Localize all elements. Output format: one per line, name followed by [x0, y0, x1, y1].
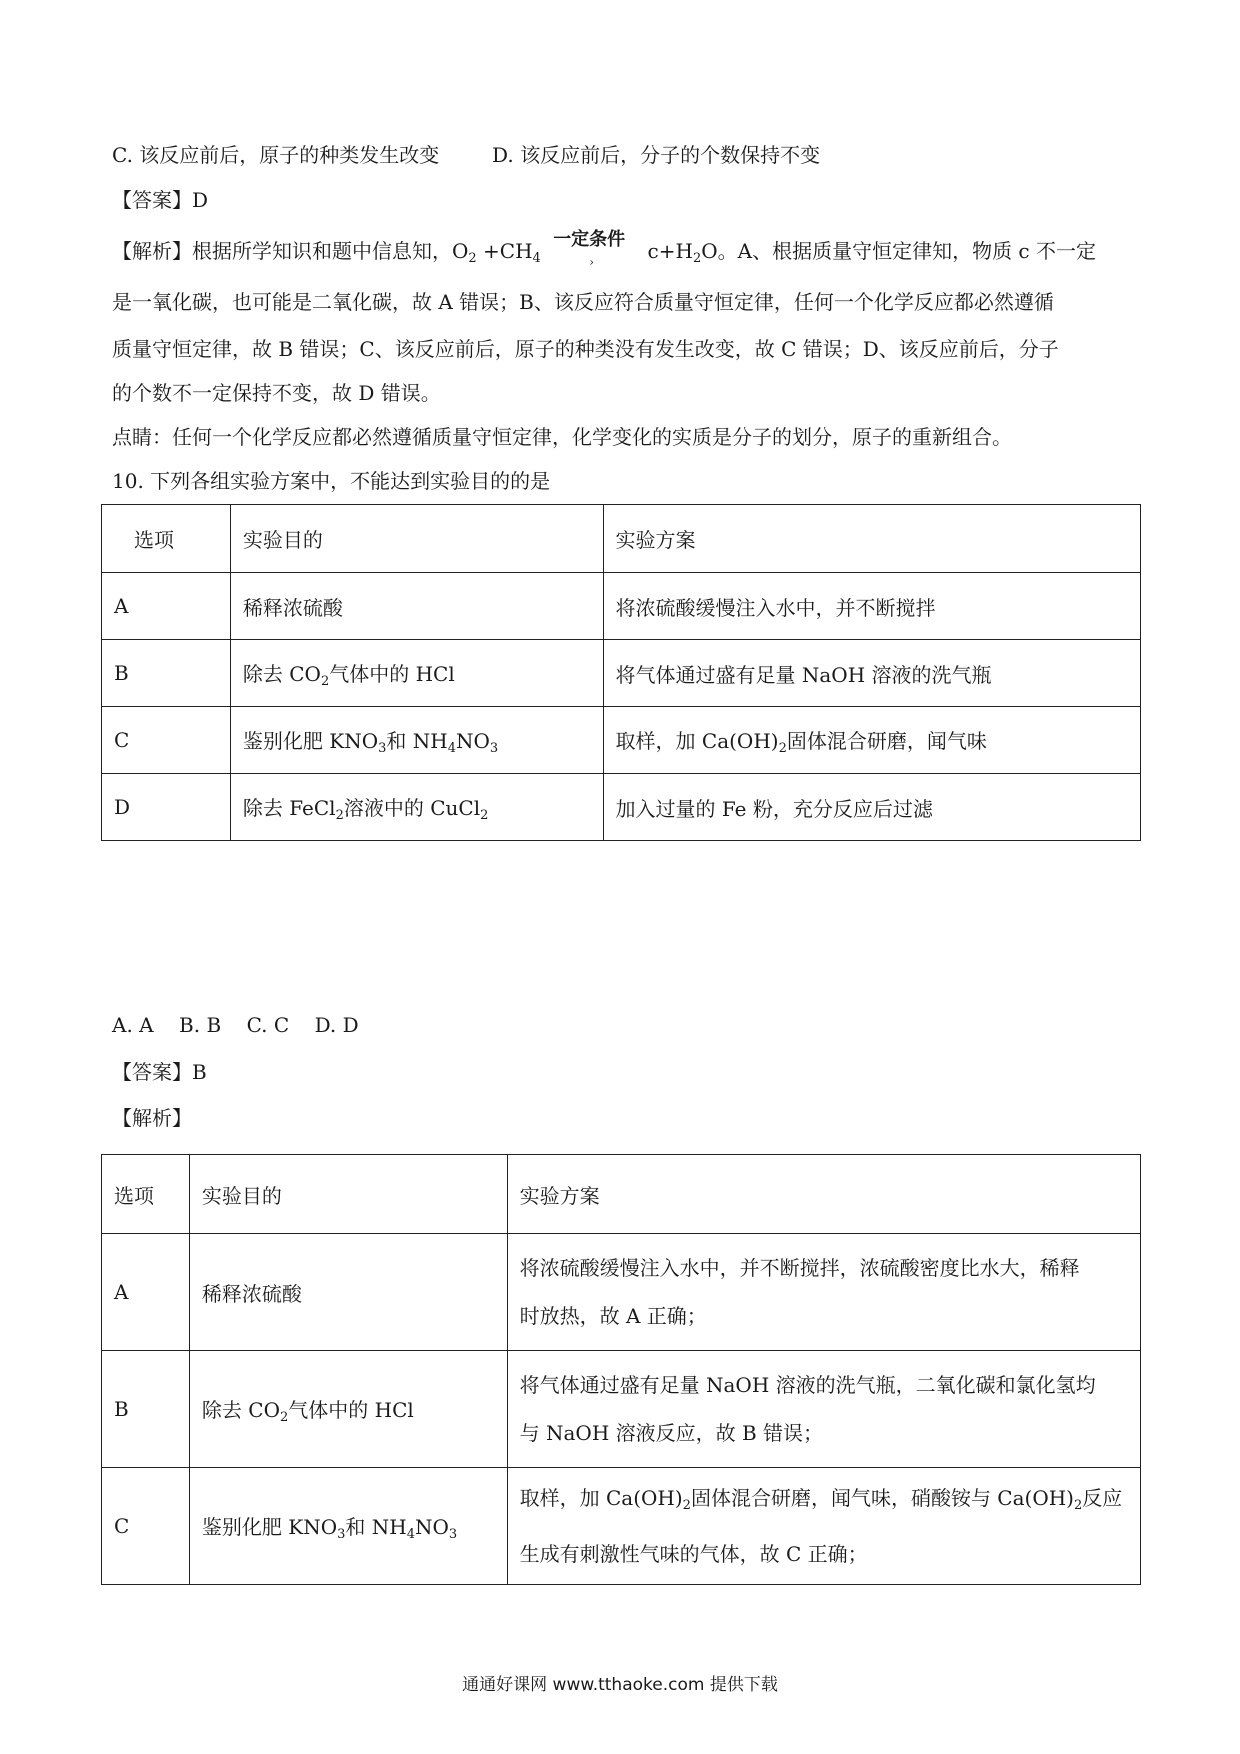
header-option: 选项: [102, 505, 231, 573]
page-footer: 通通好课网 www.tthaoke.com 提供下载: [462, 1675, 778, 1695]
analysis-line-2: 是一氧化碳，也可能是二氧化碳，故 A 错误；B、该反应符合质量守恒定律，任何一个化学反应都必然遵循: [112, 290, 1054, 314]
option-d: D. 该反应前后，分子的个数保持不变: [492, 143, 821, 167]
table-row: C 鉴别化肥 $KNO_3$和 $NH_4NO_3$ 取样，加 $Ca(OH)_2$固体混合研磨，闻气味: [102, 707, 1141, 774]
reaction-condition: 一定条件 ›: [553, 229, 626, 269]
table-row: C 鉴别化肥 $KNO_3$和 $NH_4NO_3$ 取样，加 $Ca(OH)_2$固体混合研磨，闻气味，硝酸铵与 $Ca(OH)_2$反应 生成有刺激性气味的气体，故 C 正确；: [102, 1468, 1141, 1585]
answer-9: 【答案】D: [112, 188, 209, 212]
option-line-cd: [112, 145, 820, 165]
table-row: B 除去 $CO_2$气体中的 HCl 将气体通过盛有足量 NaOH 溶液的洗气瓶，二氧化碳和氯化氢均 与 NaOH 溶液反应，故 B 错误；: [102, 1351, 1141, 1468]
analysis-line-4: 的个数不一定保持不变，故 D 错误。: [112, 381, 441, 405]
answer-10: 【答案】B: [112, 1060, 207, 1084]
analysis-line-3: 质量守恒定律，故 B 错误；C、该反应前后，原子的种类没有发生改变，故 C 错误；D、该反应前后，分子: [112, 337, 1059, 361]
header-plan: 实验方案: [507, 1155, 1140, 1234]
table-row: D 除去 FeCl$_2$溶液中的 CuCl$_2$ 加入过量的 Fe 粉，充分反应后过滤: [102, 774, 1141, 841]
table-row: A 稀释浓硫酸 将浓硫酸缓慢注入水中，并不断搅拌，浓硫酸密度比水大，稀释 时放热，故 A 正确；: [102, 1234, 1141, 1351]
header-option: 选项: [102, 1155, 190, 1234]
header-goal: 实验目的: [230, 505, 603, 573]
question-10: 10. 下列各组实验方案中，不能达到实验目的的是: [112, 469, 551, 493]
header-goal: 实验目的: [189, 1155, 507, 1234]
analysis-table: [101, 1154, 1141, 1585]
analysis-line-1: 【解析】根据所学知识和题中信息知，$O_2 +CH_4$ 一定条件 › $c+H_2O$。A、根据质量守恒定律知，物质 c 不一定: [112, 229, 1096, 269]
table-row: B 除去 $CO_2$气体中的 HCl 将气体通过盛有足量 NaOH 溶液的洗气瓶: [102, 640, 1141, 707]
table-header-row: [102, 1155, 1141, 1234]
table-header-row: [102, 505, 1141, 573]
header-plan: 实验方案: [603, 505, 1140, 573]
table-row: A 稀释浓硫酸 将浓硫酸缓慢注入水中，并不断搅拌: [102, 573, 1141, 640]
answer-choices: A. A B. B C. C D. D: [112, 1013, 359, 1037]
key-point: 点睛：任何一个化学反应都必然遵循质量守恒定律，化学变化的实质是分子的划分，原子的重新组合。: [112, 425, 1012, 449]
analysis-heading: 【解析】: [112, 1106, 192, 1130]
experiment-table: [101, 504, 1141, 841]
reaction-arrow-icon: ›: [589, 255, 594, 269]
option-c: C. 该反应前后，原子的种类发生改变: [112, 143, 440, 167]
